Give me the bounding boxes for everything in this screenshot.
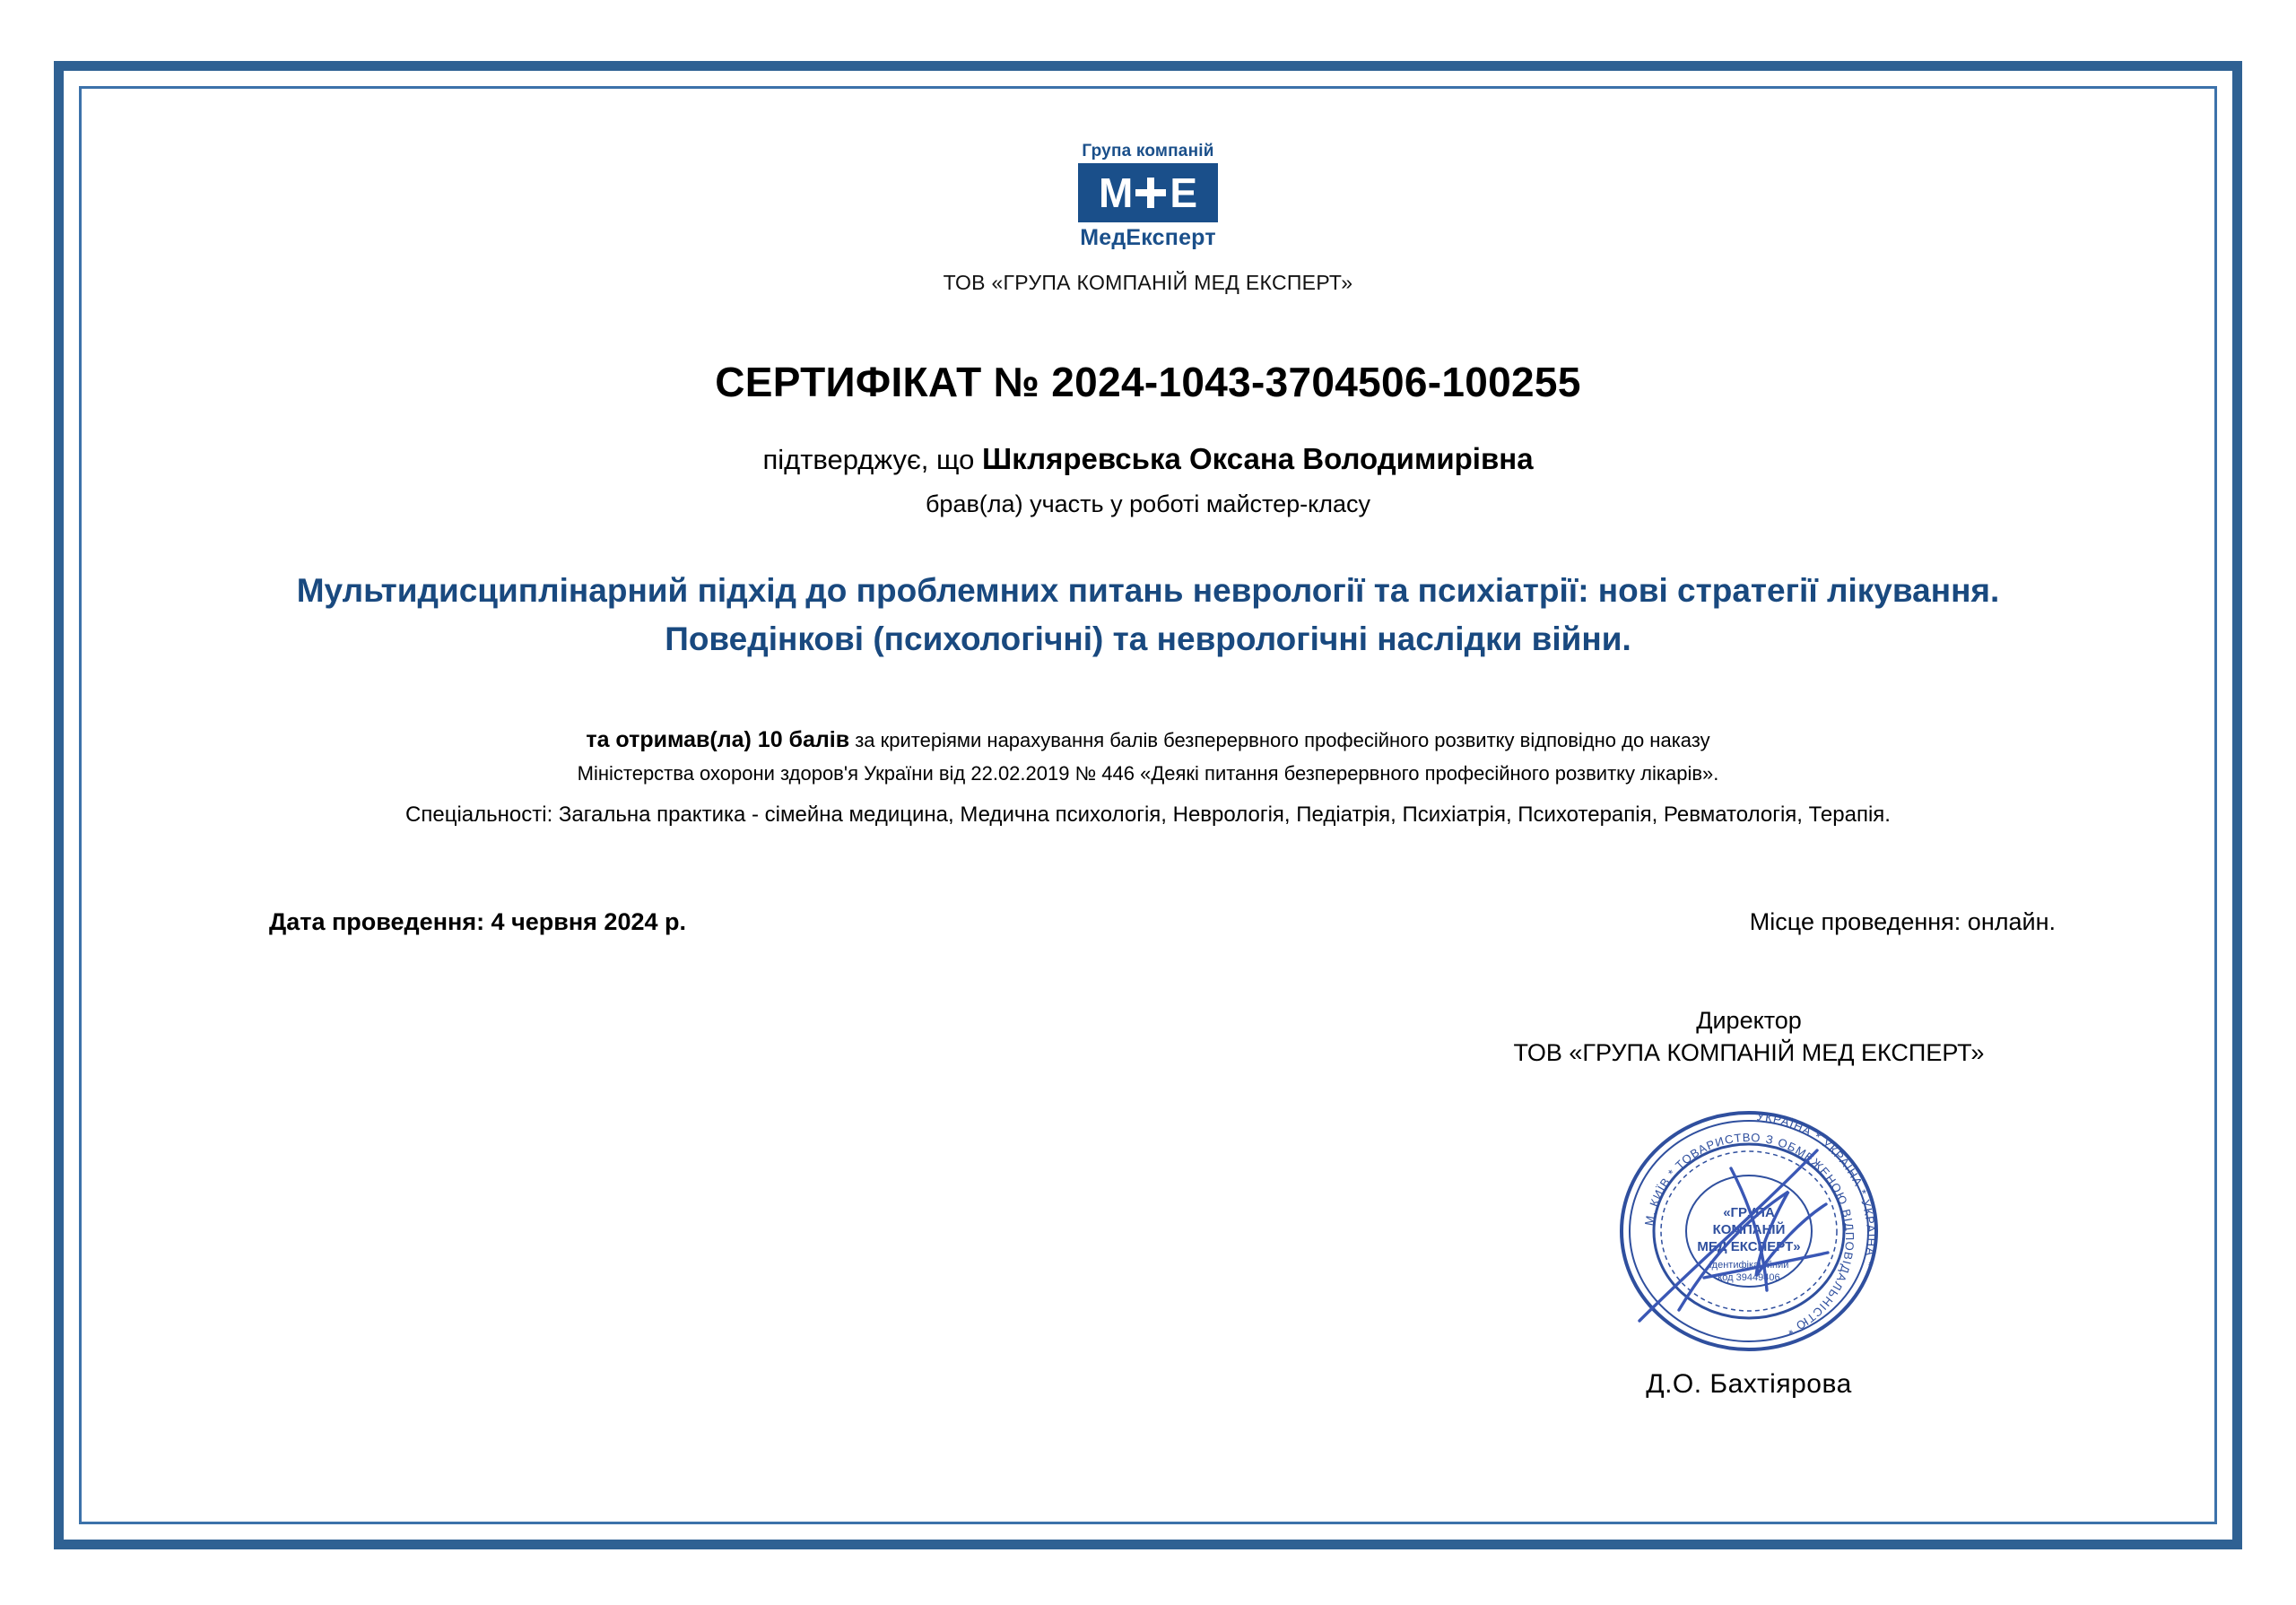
event-title: Мультидисциплінарний підхід до проблемних питань неврології та психіатрії: нові стратегії лікування. Поведінкові (психологічні) та неврологічні наслідки війни. xyxy=(296,572,2000,657)
date-place-row xyxy=(108,908,2188,962)
svg-text:УКРАЇНА * УКРАЇНА * УКРАЇНА *: УКРАЇНА * УКРАЇНА * УКРАЇНА * xyxy=(1755,1109,1879,1269)
stamp-center-line-4: Ідентифікаційний xyxy=(1709,1259,1789,1271)
participation-line: брав(ла) участь у роботі майстер-класу xyxy=(925,490,1371,517)
confirmation-line xyxy=(108,442,2188,476)
logo-letter-m: М xyxy=(1098,169,1133,216)
specialties-line: Спеціальності: Загальна практика - сімейна медицина, Медична психологія, Неврологія, Педіатрія, Психіатрія, Психотерапія, Ревматологія, Терапія. xyxy=(405,802,1891,828)
certificate-title: СЕРТИФІКАТ № 2024-1043-3704506-100255 xyxy=(715,359,1581,405)
event-place: Місце проведення: онлайн. xyxy=(1749,907,2056,935)
points-line-1 xyxy=(108,722,2188,758)
stamp-center-line-3: МЕД ЕКСПЕРТ» xyxy=(1697,1238,1801,1254)
logo-top-text: Група компаній xyxy=(1082,142,1214,160)
logo-letter-e: Е xyxy=(1170,169,1197,216)
company-logo xyxy=(108,142,2188,251)
stamp-center-line-1: «ГРУПА xyxy=(1723,1204,1775,1220)
event-date: Дата проведення: 4 червня 2024 р. xyxy=(269,907,686,935)
round-stamp-icon xyxy=(1596,1086,1901,1364)
recipient-name: Шкляревська Оксана Володимирівна xyxy=(982,442,1534,475)
points-awarded: та отримав(ла) 10 балів xyxy=(586,727,850,753)
signatory-role-line-1: Директор xyxy=(1696,1007,1802,1034)
logo-bottom-text: МедЕксперт xyxy=(1080,225,1216,250)
points-line-2: Міністерства охорони здоров'я України від 22.02.2019 № 446 «Деякі питання безперервного професійного розвитку лікарів». xyxy=(577,762,1719,785)
logo-mark xyxy=(1078,163,1218,222)
medical-cross-icon xyxy=(1135,178,1166,208)
company-name: ТОВ «ГРУПА КОМПАНІЙ МЕД ЕКСПЕРТ» xyxy=(943,271,1353,294)
confirmation-prefix: підтверджує, що xyxy=(762,444,975,475)
svg-text:М. КИЇВ * ТОВАРИСТВО З ОБМЕЖЕН: М. КИЇВ * ТОВАРИСТВО З ОБМЕЖЕНОЮ ВІДПОВІДАЛЬНІСТЮ * xyxy=(1641,1130,1857,1338)
stamp-center-line-5: код 39449406 xyxy=(1718,1271,1780,1283)
points-block xyxy=(108,722,2188,833)
signatory-name: Д.О. Бахтіярова xyxy=(1646,1368,1852,1399)
signature-block xyxy=(1426,1004,2072,1400)
points-criteria-text: за критеріями нарахування балів безперервного професійного розвитку відповідно до наказу xyxy=(849,729,1710,752)
stamp-center-line-2: КОМПАНІЙ xyxy=(1712,1221,1786,1237)
certificate-content xyxy=(108,108,2188,1506)
signatory-role-line-2: ТОВ «ГРУПА КОМПАНІЙ МЕД ЕКСПЕРТ» xyxy=(1513,1039,1985,1067)
